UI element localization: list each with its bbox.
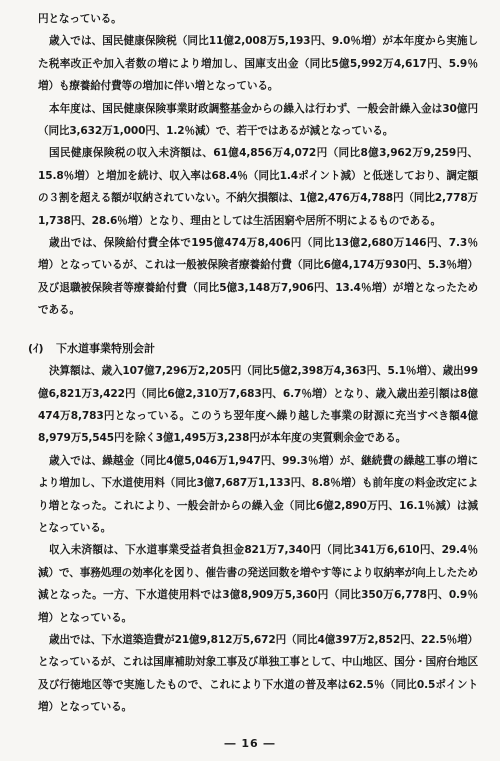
document-body — [28, 8, 478, 719]
paragraph-settlement: 決算額は、歳入107億7,296万2,205円（同比5億2,398万4,363円、5.1％増）、歳出99億6,821万3,422円（同比6億2,310万7,683円、6.7％増）となり、歳入歳出差引額は8億474万8,783円となっている。このうち翌年度へ繰り越した事業の財源に充当すべき額4億8,979万5,545円を除く3億1,495万3,238円が本年度の実質剰余金である。 — [38, 365, 478, 445]
paragraph-continuation: 円となっている。 — [38, 13, 122, 25]
paragraph-transfer: 本年度は、国民健康保険事業財政調整基金からの繰入は行わず、一般会計繰入金は30億円（同比3,632万1,000円、1.2％減）で、若干ではあるが減となっている。 — [38, 102, 478, 138]
paragraph-sewer-expenditure: 歳出では、下水道築造費が21億9,812万5,672円（同比4億397万2,852円、22.5％増）となっているが、これは国庫補助対象工事及び単独工事として、中山地区、国分・国府台地区及び行徳地区等で実施したもので、これにより下水道の普及率は62.5％（同比0.5ポイント増）となっている。 — [38, 633, 478, 714]
paragraph-expenditure: 歳出では、保険給付費全体で195億474万8,406円（同比13億2,680万146円、7.3％増）となっているが、これは一般被保険者療養給付費（同比6億4,174万930円、5.3％増）及び退職被保険者等療養給付費（同比5億3,148万7,906円、13.4％増）が増となったためである。 — [38, 237, 478, 317]
section-number: (ｲ) — [28, 341, 44, 355]
section-title: 下水道事業特別会計 — [56, 341, 155, 355]
section-heading-sewerage — [28, 338, 478, 360]
page-number: ― 16 ― — [224, 737, 276, 750]
paragraph-revenue: 歳入では、国民健康保険税（同比11億2,008万5,193円、9.0％増）が本年度から実施した税率改正や加入者数の増により増加し、国庫支出金（同比5億5,992万4,617円、5.9％増）も療養給付費等の増加に伴い増となっている。 — [38, 35, 478, 93]
paragraph-sewer-revenue: 歳入では、繰越金（同比4億5,046万1,947円、99.3％増）が、継続費の繰越工事の増により増加し、下水道使用料（同比3億7,687万1,133円、8.8％増）も前年度の料金改定により増となった。これにより、一般会計からの繰入金（同比6億2,890万円、16.1％減）は減となっている。 — [38, 454, 478, 534]
paragraph-uncollected: 国民健康保険税の収入未済額は、61億4,856万4,072円（同比8億3,962万9,259円、15.8％増）と増加を続け、収入率は68.4％（同比1.4ポイント減）と低迷しており、調定額の３割を超える額が収納されていない。不納欠損額は、1億2,476万4,788円（同比2,778万1,738円、28.6％増）となり、理由としては生活困窮や居所不明によるものである。 — [38, 147, 478, 227]
paragraph-sewer-uncollected: 収入未済額は、下水道事業受益者負担金821万7,340円（同比341万6,610円、29.4％減）で、事務処理の効率化を図り、催告書の発送回数を増やす等により収納率が向上したため減となった。一方、下水道使用料では3億8,909万5,360円（同比350万6,778円、0.9％増）となっている。 — [38, 544, 478, 624]
